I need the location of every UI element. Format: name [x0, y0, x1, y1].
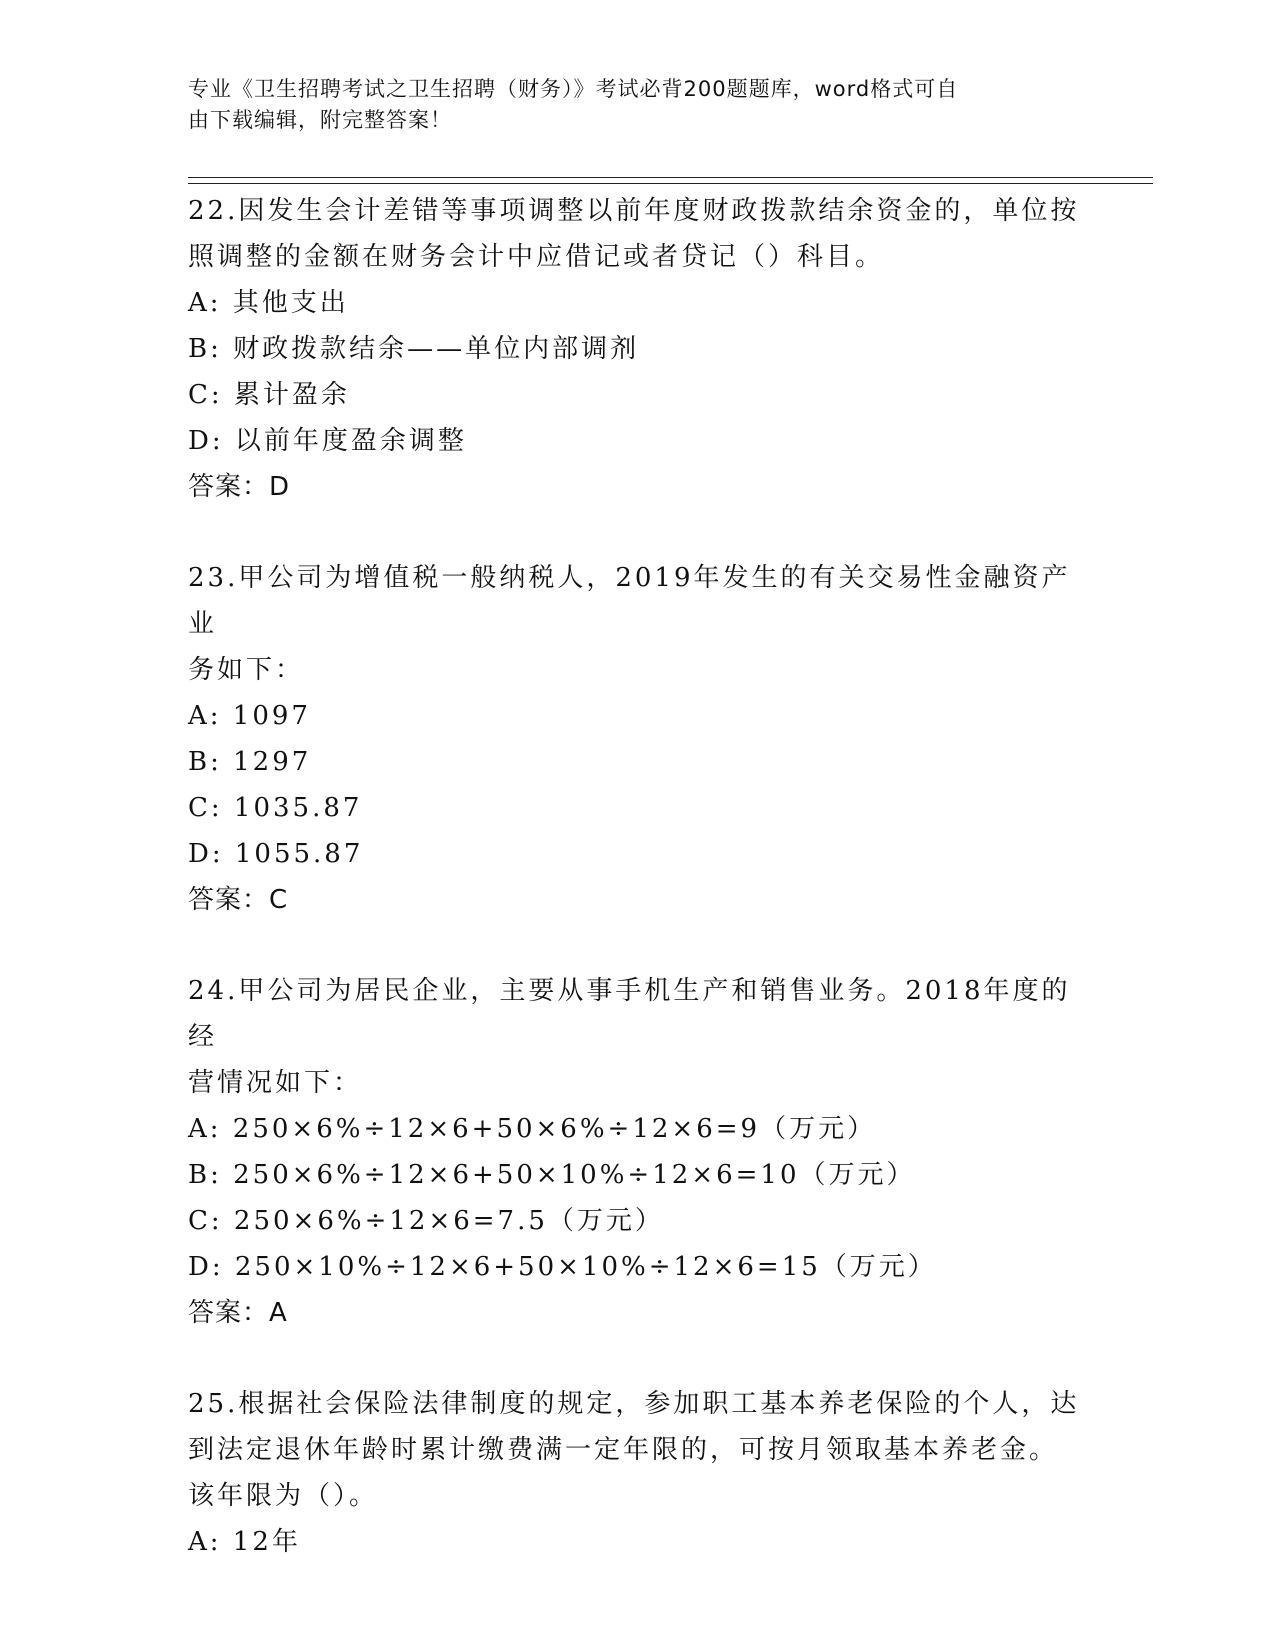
answer: 答案：D	[188, 472, 291, 502]
question-text-line: 23.甲公司为增值税一般纳税人，2019年发生的有关交易性金融资产业	[188, 563, 1071, 639]
option-a: A: 1097	[188, 701, 311, 731]
option-c: C: 250×6%÷12×6=7.5（万元）	[188, 1206, 664, 1236]
question-text-line: 照调整的金额在财务会计中应借记或者贷记（）科目。	[188, 242, 885, 272]
question-text-line: 22.因发生会计差错等事项调整以前年度财政拨款结余资金的，单位按	[188, 196, 1080, 226]
option-d: D: 250×10%÷12×6+50×10%÷12×6=15（万元）	[188, 1252, 937, 1282]
question-text-line: 25.根据社会保险法律制度的规定，参加职工基本养老保险的个人，达	[188, 1389, 1080, 1419]
question-25	[188, 1381, 1088, 1565]
question-text-line: 到法定退休年龄时累计缴费满一定年限的，可按月领取基本养老金。	[188, 1435, 1059, 1465]
header-divider-top	[188, 177, 1153, 178]
option-a: A: 250×6%÷12×6+50×6%÷12×6=9（万元）	[188, 1114, 877, 1144]
question-text-line: 24.甲公司为居民企业，主要从事手机生产和销售业务。2018年度的经	[188, 976, 1071, 1052]
answer: 答案：A	[188, 1298, 288, 1328]
option-d: D: 1055.87	[188, 839, 364, 869]
question-22	[188, 188, 1088, 510]
option-b: B: 财政拨款结余——单位内部调剂	[188, 334, 640, 364]
header-divider-bottom	[188, 183, 1153, 184]
header-line-1: 专业《卫生招聘考试之卫生招聘（财务）》考试必背200题题库，word格式可自	[188, 77, 959, 101]
answer: 答案：C	[188, 885, 289, 915]
document-header	[188, 74, 1088, 136]
question-23	[188, 555, 1088, 923]
option-b: B: 250×6%÷12×6+50×10%÷12×6=10（万元）	[188, 1160, 916, 1190]
option-c: C: 累计盈余	[188, 380, 350, 410]
question-text-line: 营情况如下：	[188, 1068, 363, 1098]
question-list	[188, 188, 1088, 1565]
question-text-line: 该年限为（）。	[188, 1481, 379, 1511]
option-c: C: 1035.87	[188, 793, 363, 823]
option-b: B: 1297	[188, 747, 312, 777]
question-24	[188, 968, 1088, 1336]
question-text-line: 务如下：	[188, 655, 305, 685]
option-d: D: 以前年度盈余调整	[188, 426, 467, 456]
option-a: A: 其他支出	[188, 288, 349, 318]
option-a: A: 12年	[188, 1527, 301, 1557]
header-line-2: 由下载编辑，附完整答案！	[188, 108, 452, 132]
